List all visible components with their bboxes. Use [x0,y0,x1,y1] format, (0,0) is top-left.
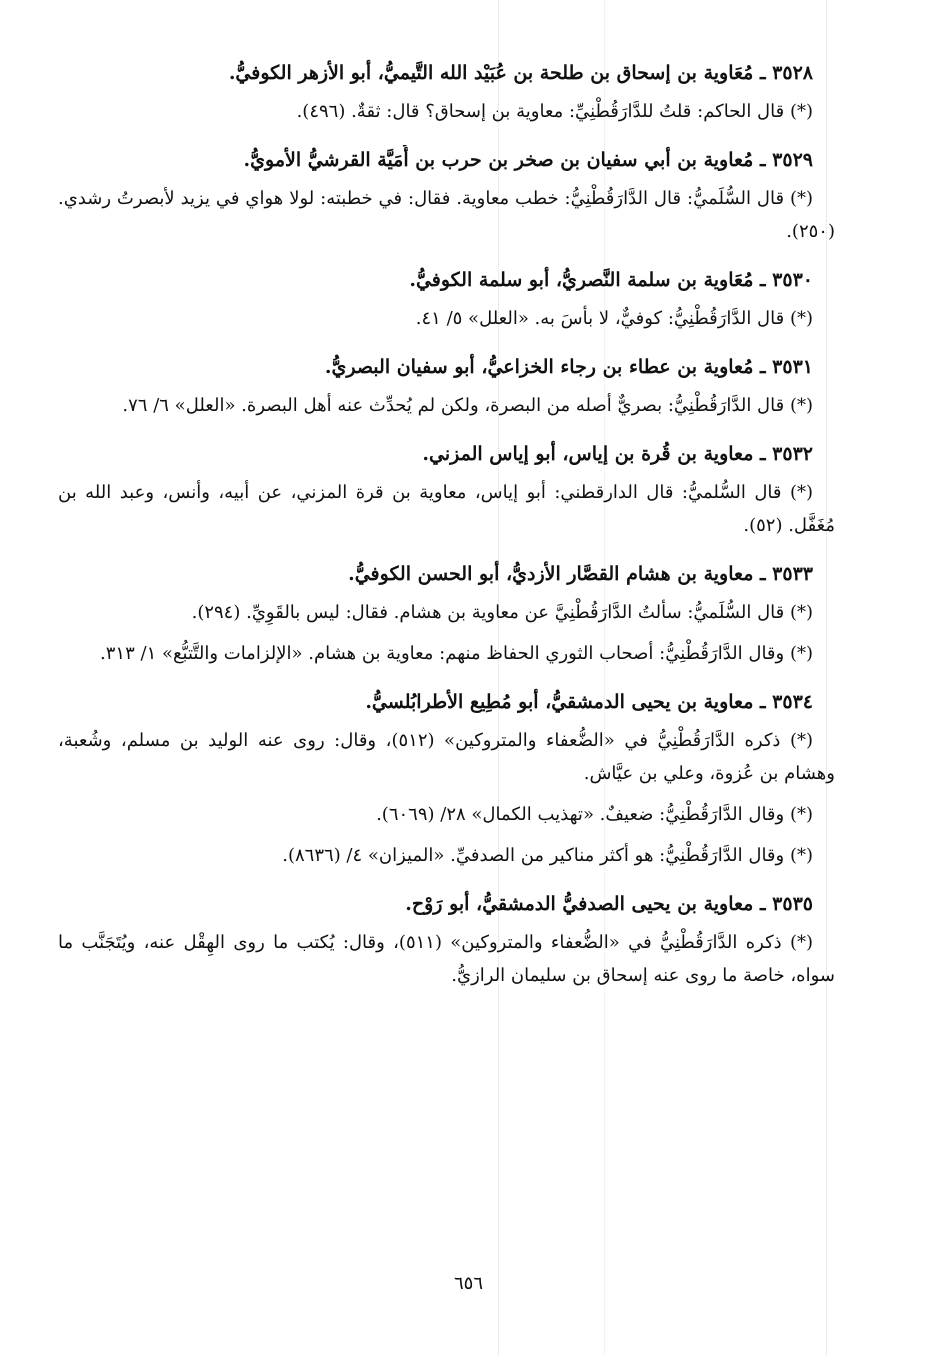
entry-paragraph: (*) قال الحاكم: قلتُ للدَّارَقُطْنِيِّ: معاوية بن إسحاق؟ قال: ثقةٌ. (٤٩٦). [296,101,813,122]
entry-name: مُعَاوية بن سلمة النَّصريُّ، أبو سلمة الكوفيُّ. [409,269,754,291]
entry-paragraph: (*) ذكره الدَّارَقُطْنِيُّ في «الضُّعفاء والمتروكين» (٥١١)، وقال: يُكتب ما روى الهِقْل عنه، ويُتَجَنَّب ما سواه، خاصة ما روى عنه إسحاق بن سليمان الرازيُّ. [58,932,835,986]
entry-paragraph: (*) قال السُّلميُّ: قال الدارقطني: أبو إياس، معاوية بن قرة المزني، عن أبيه، وأنس، وعبد الله بن مُغَفَّل. (٥٢). [58,482,835,536]
entry-3533 [58,559,835,670]
entry-3528 [58,58,835,128]
entry-3530 [58,265,835,335]
entry-3535 [58,889,835,992]
entry-number: ٣٥٣٢ [772,443,813,465]
entry-number: ٣٥٣٤ [772,691,813,713]
entry-heading: ٣٥٣٠ ـ مُعَاوية بن سلمة النَّصريُّ، أبو سلمة الكوفيُّ. [409,269,813,291]
entry-paragraph: (*) ذكره الدَّارَقُطْنِيُّ في «الضُّعفاء والمتروكين» (٥١٢)، وقال: روى عنه الوليد بن مسلم، وشُعبة، وهشام بن عُزوة، وعلي بن عيَّاش. [58,730,835,784]
entry-paragraph: (*) قال الدَّارَقُطْنِيُّ: بصريٌّ أصله من البصرة، ولكن لم يُحدِّث عنه أهل البصرة. «العلل» ٦/ ٧٦. [122,395,813,416]
entry-heading: ٣٥٣١ ـ مُعاوية بن عطاء بن رجاء الخزاعيُّ، أبو سفيان البصريُّ. [324,356,813,378]
page-content [58,58,835,1000]
entry-3534 [58,687,835,872]
entry-name: معاوية بن هشام القصَّار الأزديُّ، أبو الحسن الكوفيُّ. [348,563,754,585]
entry-3529 [58,145,835,248]
entry-heading: ٣٥٣٢ ـ معاوية بن قُرة بن إياس، أبو إياس المزني. [422,443,813,465]
entry-number: ٣٥٣٥ [772,893,813,915]
entry-name: معاوية بن يحيى الصدفيُّ الدمشقيُّ، أبو رَوْح. [405,893,754,915]
entry-heading: ٣٥٣٤ ـ معاوية بن يحيى الدمشقيُّ، أبو مُطِيع الأطرابُلسيُّ. [365,691,813,713]
entry-3532 [58,439,835,542]
entry-number: ٣٥٢٨ [772,62,813,84]
entry-number: ٣٥٣١ [772,356,813,378]
entry-paragraph: (*) قال الدَّارَقُطْنِيُّ: كوفيٌّ، لا بأسَ به. «العلل» ٥/ ٤١. [415,308,813,329]
entry-paragraph: (*) وقال الدَّارَقُطْنِيُّ: ضعيفٌ. «تهذيب الكمال» ٢٨/ (٦٠٦٩). [376,804,813,825]
entry-name: مُعَاوية بن إسحاق بن طلحة بن عُبَيْد الله التَّيميُّ، أبو الأزهر الكوفيُّ. [228,62,754,84]
entry-name: مُعاوية بن عطاء بن رجاء الخزاعيُّ، أبو سفيان البصريُّ. [324,356,754,378]
entry-number: ٣٥٢٩ [772,149,813,171]
entry-3531 [58,352,835,422]
entry-paragraph: (*) قال السُّلَميُّ: قال الدَّارَقُطْنِيُّ: خطب معاوية. فقال: في خطبته: لولا هواي في يزيد لأبصرتُ رشدي. (٢٥٠). [58,188,835,242]
entry-heading: ٣٥٢٩ ـ مُعاوية بن أبي سفيان بن صخر بن حرب بن أُمَيَّة القرشيُّ الأمويُّ. [243,149,813,171]
entry-paragraph: (*) وقال الدَّارَقُطْنِيُّ: هو أكثر مناكير من الصدفيِّ. «الميزان» ٤/ (٨٦٣٦). [282,845,813,866]
entry-heading: ٣٥٢٨ ـ مُعَاوية بن إسحاق بن طلحة بن عُبَيْد الله التَّيميُّ، أبو الأزهر الكوفيُّ. [228,62,813,84]
entry-name: معاوية بن يحيى الدمشقيُّ، أبو مُطِيع الأطرابُلسيُّ. [365,691,754,713]
page-number: ٦٥٦ [453,1273,483,1294]
entry-heading: ٣٥٣٥ ـ معاوية بن يحيى الصدفيُّ الدمشقيُّ، أبو رَوْح. [405,893,813,915]
entry-number: ٣٥٣٣ [772,563,813,585]
entry-number: ٣٥٣٠ [772,269,813,291]
entry-paragraph: (*) قال السُّلَميُّ: سألتُ الدَّارَقُطْنِيَّ عن معاوية بن هشام. فقال: ليس بالقَوِيِّ. (٢٩٤). [191,602,813,623]
entry-heading: ٣٥٣٣ ـ معاوية بن هشام القصَّار الأزديُّ، أبو الحسن الكوفيُّ. [348,563,813,585]
entry-name: مُعاوية بن أبي سفيان بن صخر بن حرب بن أُمَيَّة القرشيُّ الأمويُّ. [243,149,754,171]
entry-paragraph: (*) وقال الدَّارَقُطْنِيُّ: أصحاب الثوري الحفاظ منهم: معاوية بن هشام. «الإلزامات والتَّتبُّع» ١/ ٣١٣. [100,643,813,664]
entry-name: معاوية بن قُرة بن إياس، أبو إياس المزني. [422,443,754,465]
